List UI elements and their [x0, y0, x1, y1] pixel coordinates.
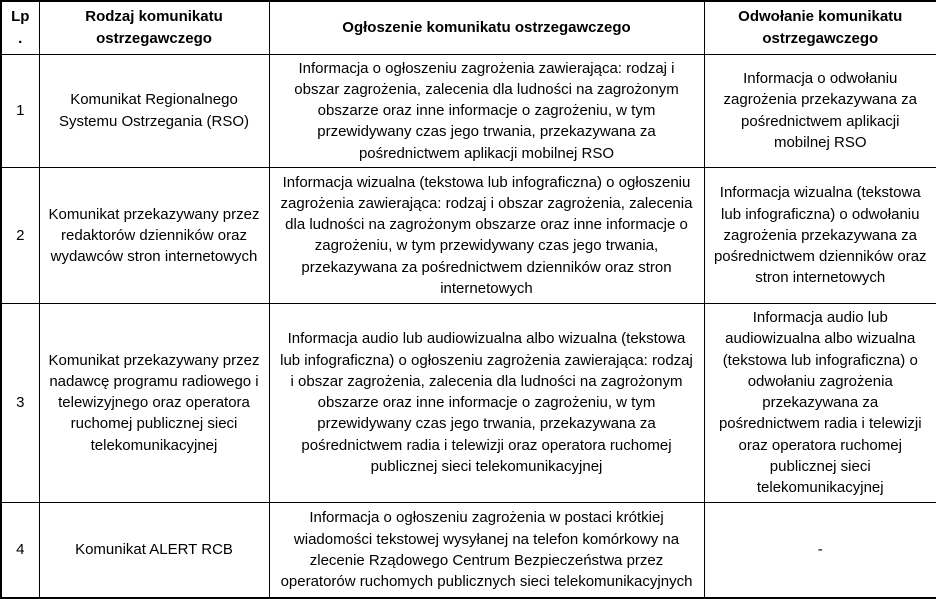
table-row [1, 502, 936, 598]
header-cell-rodzaj: Rodzaj komunikatu ostrzegawczego [39, 1, 269, 54]
cell-lp: 1 [1, 54, 39, 167]
cell-rodzaj: Komunikat przekazywany przez nadawcę programu radiowego i telewizyjnego oraz operatora ruchomej publicznej sieci telekomunikacyjnej [39, 303, 269, 502]
cell-rodzaj: Komunikat Regionalnego Systemu Ostrzegania (RSO) [39, 54, 269, 167]
cell-odwolanie: Informacja wizualna (tekstowa lub infograficzna) o odwołaniu zagrożenia przekazywana za pośrednictwem dzienników oraz stron internetowych [704, 167, 936, 303]
cell-odwolanie: Informacja o odwołaniu zagrożenia przekazywana za pośrednictwem aplikacji mobilnej RSO [704, 54, 936, 167]
cell-ogloszenie: Informacja wizualna (tekstowa lub infograficzna) o ogłoszeniu zagrożenia zawierająca: rodzaj i obszar zagrożenia, zalecenia dla ludności na zagrożonym obszarze oraz inne informacje o zagrożeniu, w tym przewidywany czas jego trwania, przekazywana za pośrednictwem dzienników oraz stron internetowych [269, 167, 704, 303]
cell-rodzaj: Komunikat ALERT RCB [39, 502, 269, 598]
header-cell-odwolanie: Odwołanie komunikatu ostrzegawczego [704, 1, 936, 54]
cell-lp: 3 [1, 303, 39, 502]
table-row [1, 167, 936, 303]
cell-lp: 4 [1, 502, 39, 598]
cell-rodzaj: Komunikat przekazywany przez redaktorów dzienników oraz wydawców stron internetowych [39, 167, 269, 303]
cell-odwolanie: - [704, 502, 936, 598]
header-cell-ogloszenie: Ogłoszenie komunikatu ostrzegawczego [269, 1, 704, 54]
cell-lp: 2 [1, 167, 39, 303]
cell-ogloszenie: Informacja o ogłoszeniu zagrożenia w postaci krótkiej wiadomości tekstowej wysyłanej na telefon komórkowy na zlecenie Rządowego Centrum Bezpieczeństwa przez operatorów ruchomych publicznych sieci telekomunikacyjnych [269, 502, 704, 598]
table-header-row [1, 1, 936, 54]
table-row [1, 303, 936, 502]
cell-odwolanie: Informacja audio lub audiowizualna albo wizualna (tekstowa lub infograficzna) o odwołaniu zagrożenia przekazywana za pośrednictwem radia i telewizji oraz operatora ruchomej publicznej sieci telekomunikacyjnej [704, 303, 936, 502]
cell-ogloszenie: Informacja audio lub audiowizualna albo wizualna (tekstowa lub infograficzna) o ogłoszeniu zagrożenia zawierająca: rodzaj i obszar zagrożenia, zalecenia dla ludności na zagrożonym obszarze oraz inne informacje o zagrożeniu, w tym przewidywany czas jego trwania, przekazywana za pośrednictwem radia i telewizji oraz operatora ruchomej publicznej sieci telekomunikacyjnej [269, 303, 704, 502]
header-cell-lp: Lp. [1, 1, 39, 54]
cell-ogloszenie: Informacja o ogłoszeniu zagrożenia zawierająca: rodzaj i obszar zagrożenia, zalecenia dla ludności na zagrożonym obszarze oraz inne informacje o zagrożeniu, w tym przewidywany czas jego trwania, przekazywana za pośrednictwem aplikacji mobilnej RSO [269, 54, 704, 167]
table-row [1, 54, 936, 167]
